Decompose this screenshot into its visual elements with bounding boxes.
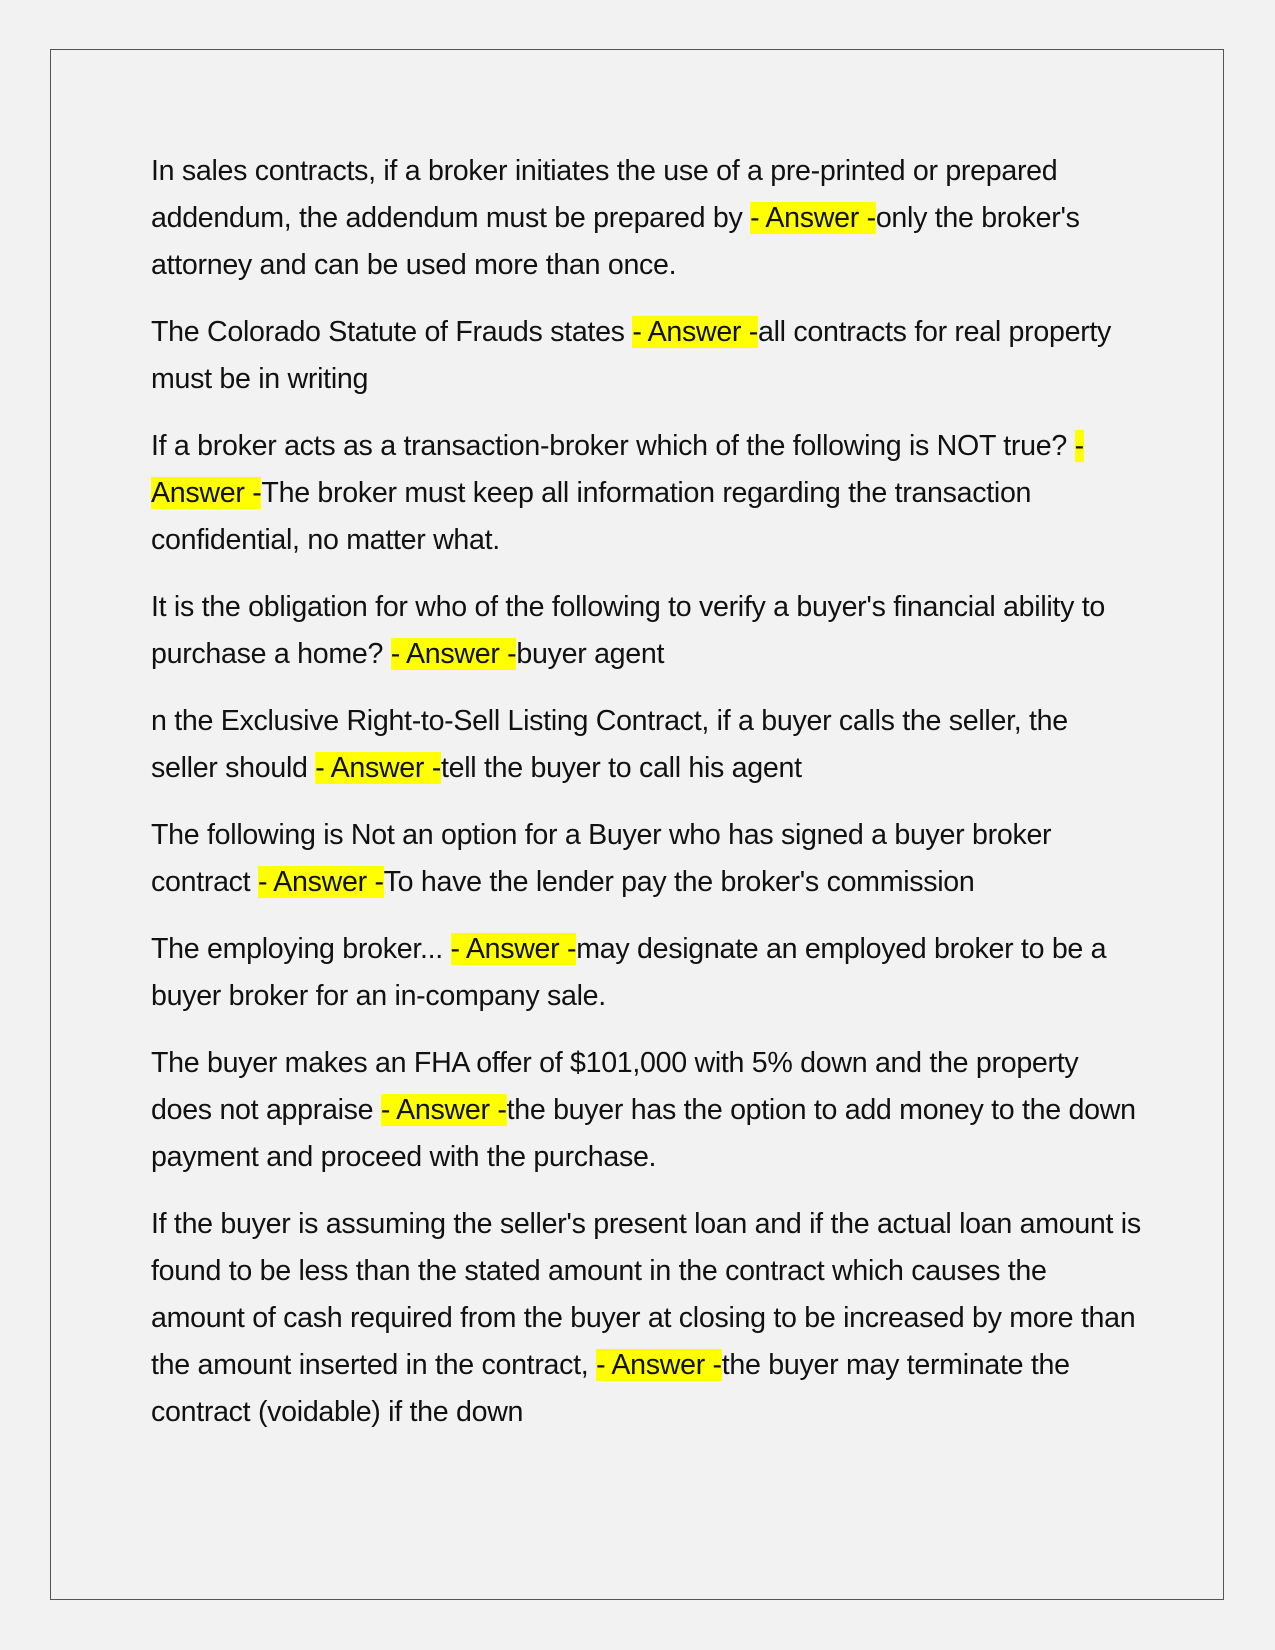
answer-marker: - Answer - xyxy=(750,202,876,234)
qa-item-1 xyxy=(151,148,1141,289)
answer-text: buyer agent xyxy=(516,638,665,670)
answer-text: the buyer may terminate the contract (voidable) if the down xyxy=(151,1349,1070,1428)
question-text: The Colorado Statute of Frauds states xyxy=(151,316,633,348)
answer-marker: - Answer - xyxy=(315,752,441,784)
answer-text: only the broker's attorney and can be used more than once. xyxy=(151,202,1080,281)
answer-marker: - Answer - xyxy=(450,933,577,965)
answer-text: the buyer has the option to add money to the down payment and proceed with the purchase. xyxy=(151,1094,1136,1173)
question-text: The buyer makes an FHA offer of $101,000 with 5% down and the property does not appraise xyxy=(151,1047,1079,1126)
qa-item-2 xyxy=(151,309,1141,403)
qa-item-5 xyxy=(151,698,1141,792)
qa-item-8 xyxy=(151,1040,1141,1181)
answer-marker: - Answer - xyxy=(632,316,759,348)
qa-item-6 xyxy=(151,812,1141,906)
qa-item-7 xyxy=(151,926,1141,1020)
document-page xyxy=(50,49,1224,1600)
answer-marker: - Answer - xyxy=(151,430,1084,509)
question-text: If the buyer is assuming the seller's present loan and if the actual loan amount is found to be less than the stated amount in the contract which causes the amount of cash required from the buyer at closing to be increased by more than the amount inserted in the contract, xyxy=(151,1208,1141,1381)
answer-text: may designate an employed broker to be a buyer broker for an in-company sale. xyxy=(151,933,1107,1012)
question-text: n the Exclusive Right-to-Sell Listing Contract, if a buyer calls the seller, the seller should xyxy=(151,705,1068,784)
question-text: The following is Not an option for a Buyer who has signed a buyer broker contract xyxy=(151,819,1052,898)
question-text: If a broker acts as a transaction-broker which of the following is NOT true? xyxy=(151,430,1075,462)
qa-item-3 xyxy=(151,423,1141,564)
question-text: It is the obligation for who of the following to verify a buyer's financial ability to purchase a home? xyxy=(151,591,1105,670)
question-text: The employing broker... xyxy=(151,933,451,965)
qa-item-9 xyxy=(151,1201,1141,1436)
answer-text: To have the lender pay the broker's commission xyxy=(383,866,975,898)
answer-text: The broker must keep all information regarding the transaction confidential, no matter what. xyxy=(151,477,1032,556)
answer-marker: - Answer - xyxy=(257,866,384,898)
qa-item-4 xyxy=(151,584,1141,678)
answer-text: all contracts for real property must be in writing xyxy=(151,316,1112,395)
answer-text: tell the buyer to call his agent xyxy=(440,752,802,784)
answer-marker: - Answer - xyxy=(390,638,517,670)
answer-marker: - Answer - xyxy=(380,1094,507,1126)
question-text: In sales contracts, if a broker initiates the use of a pre-printed or prepared addendum, the addendum must be prepared by xyxy=(151,155,1058,234)
qa-list xyxy=(151,148,1141,1456)
answer-marker: - Answer - xyxy=(596,1349,722,1381)
